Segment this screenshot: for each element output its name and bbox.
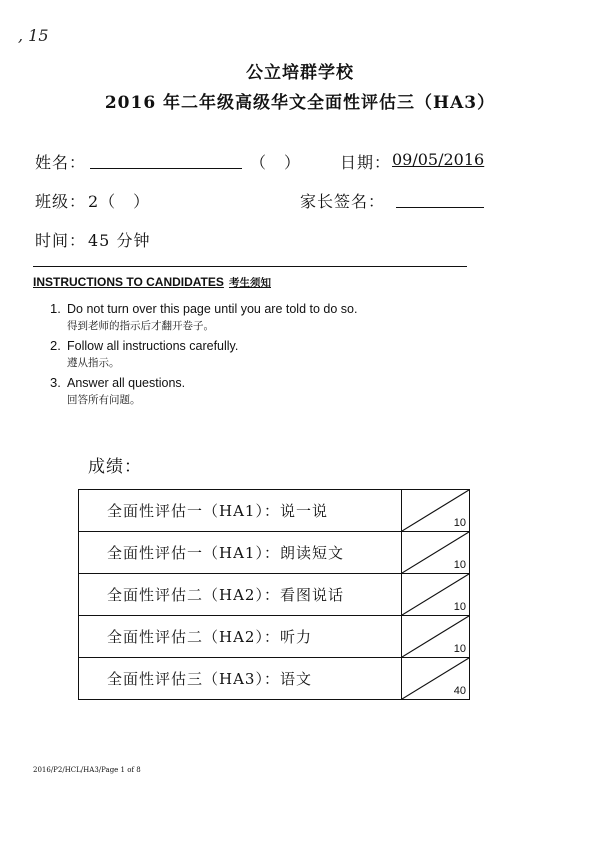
instruction-number: 1. [50, 301, 61, 316]
max-score: 10 [453, 517, 466, 529]
table-row [79, 490, 470, 532]
class-label: 班级： [35, 192, 87, 211]
table-row [79, 574, 470, 616]
instruction-text-cn: 回答所有问题。 [67, 394, 141, 406]
time-label: 时间： [35, 231, 87, 250]
assessment-name: 全面性评估二（HA2）：看图说话 [79, 574, 402, 616]
page-footer: 2016/P2/HCL/HA3/Page 1 of 8 [33, 766, 141, 774]
class-number-paren: （ ） [250, 153, 302, 172]
max-score: 10 [453, 643, 466, 655]
table-row [79, 658, 470, 700]
table-row [79, 532, 470, 574]
name-field[interactable] [90, 152, 242, 169]
date-value: 09/05/2016 [392, 150, 485, 169]
date-label: 日期： [340, 153, 392, 172]
exam-title: 2016 年二年级高级华文全面性评估三（HA3） [104, 93, 496, 113]
score-cell[interactable] [402, 490, 470, 532]
max-score: 10 [453, 559, 466, 571]
instructions-heading-cn: 考生须知 [229, 277, 271, 289]
assessment-name: 全面性评估二（HA2）：听力 [79, 616, 402, 658]
assessment-name: 全面性评估一（HA1）：朗读短文 [79, 532, 402, 574]
instruction-number: 3. [50, 375, 61, 390]
max-score: 10 [453, 601, 466, 613]
score-cell[interactable] [402, 616, 470, 658]
parent-signature-label: 家长签名： [300, 192, 386, 211]
instruction-text-en: Answer all questions. [67, 376, 186, 390]
instruction-number: 2. [50, 338, 61, 353]
grades-table [78, 489, 470, 700]
separator-line [33, 266, 467, 267]
table-row [79, 616, 470, 658]
name-label: 姓名： [35, 153, 87, 172]
score-cell[interactable] [402, 532, 470, 574]
handwritten-mark: , 15 [18, 26, 49, 45]
score-cell[interactable] [402, 658, 470, 700]
instructions-heading-en: INSTRUCTIONS TO CANDIDATES [33, 275, 224, 289]
instruction-text-cn: 得到老师的指示后才翻开卷子。 [67, 320, 214, 332]
assessment-name: 全面性评估三（HA3）：语文 [79, 658, 402, 700]
instruction-text-cn: 遵从指示。 [67, 357, 120, 369]
parent-signature-field[interactable] [396, 191, 484, 208]
class-value: 2（ ） [88, 192, 151, 211]
instruction-text-en: Do not turn over this page until you are told to do so. [67, 302, 358, 316]
instructions-heading [33, 271, 271, 290]
grades-label: 成绩： [88, 457, 142, 477]
max-score: 40 [453, 685, 466, 697]
school-name: 公立培群学校 [246, 63, 354, 83]
assessment-name: 全面性评估一（HA1）：说一说 [79, 490, 402, 532]
instruction-text-en: Follow all instructions carefully. [67, 339, 239, 353]
score-cell[interactable] [402, 574, 470, 616]
time-value: 45 分钟 [88, 231, 151, 250]
